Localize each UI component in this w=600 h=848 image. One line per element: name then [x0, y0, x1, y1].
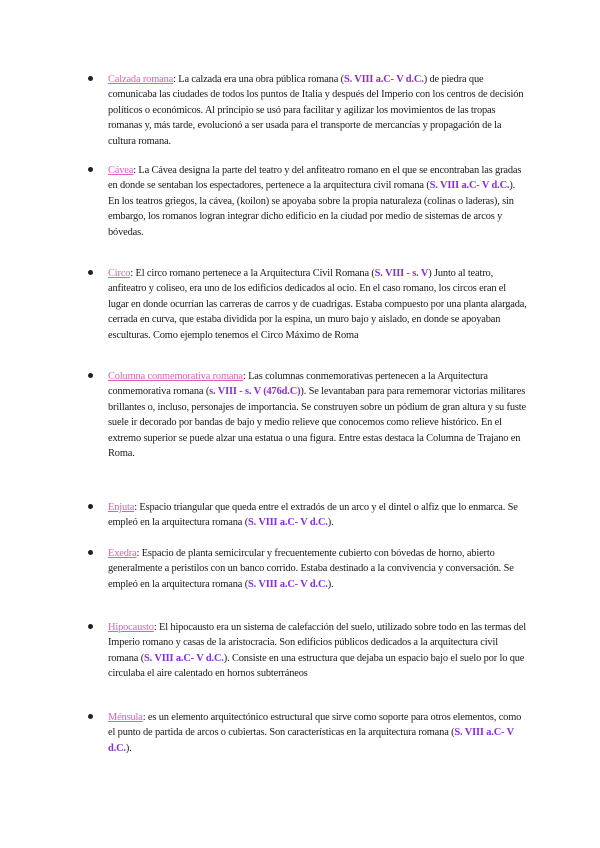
date-range: S. VIII a.C- V d.C. — [144, 652, 224, 664]
list-item — [108, 266, 528, 343]
entry-text: : es un elemento arquitectónico estructural que sirve como soporte para otros elementos, como el punto de partida de arcos o cubiertas. Son características en la arquitectura romana ( — [108, 712, 522, 739]
entry-text: : La calzada era una obra pública romana ( — [173, 74, 344, 85]
entry-text: : El hipocausto era un sistema de calefacción del suelo, utilizado sobre todo en las termas del Imperio romano y casas de la aristocracia. Son edificios públicos dedicados a la arquitectura civil romana ( — [108, 622, 526, 664]
bullet-icon — [88, 624, 93, 629]
date-range: S. VIII a.C- V d.C. — [343, 74, 424, 85]
bullet-icon — [88, 270, 93, 275]
date-range: S. VIII a.C- V d.C. — [429, 180, 510, 192]
entry-text: ) de piedra que comunicaba las ciudades de todos los puntos de Italia y después del Imperio con los centros de decisión políticos o económicos. Al principio se usó para facilitar y agilizar los movimientos de las tropas romanas y, más tarde, evolucionó a ser usada para el transporte de mercancías y propagación de la cultura romana. — [108, 74, 524, 147]
bullet-icon — [88, 504, 93, 509]
bullet-icon — [88, 550, 93, 555]
entry-text: ). Consiste en una estructura que dejaba un espacio bajo el suelo por lo que circulaba el aire calentado en hornos subterráneos — [108, 652, 525, 680]
date-range: S. VIII a.C- V d.C. — [248, 517, 328, 529]
entry-text: : Espacio triangular que queda entre el extradós de un arco y el dintel o alfiz que lo enmarca. Se empleó en la arquitectura romana ( — [108, 502, 518, 529]
list-item — [108, 369, 528, 461]
date-range: S. VIII - s. V — [374, 268, 429, 279]
term-link[interactable]: Exedra — [108, 548, 137, 559]
bullet-icon — [88, 373, 93, 378]
entry-text: : El circo romano pertenece a la Arquitectura Civil Romana ( — [130, 268, 375, 279]
bullet-icon — [88, 76, 93, 81]
list-item — [108, 500, 528, 531]
term-link[interactable]: Calzada romana — [108, 74, 174, 85]
term-link[interactable]: Hipocausto — [108, 622, 154, 633]
list-item — [108, 72, 528, 149]
term-link[interactable]: Circo — [108, 268, 131, 279]
term-link[interactable]: Columna conmemorativa romana — [108, 371, 243, 382]
term-link[interactable]: Ménsula — [108, 712, 143, 723]
list-item — [108, 620, 528, 682]
entry-text: ). — [327, 517, 334, 529]
list-item — [108, 710, 528, 756]
term-link[interactable]: Enjuta — [108, 502, 135, 513]
entry-text: ) Junto al teatro, anfiteatro y coliseo, era uno de los edificios dedicados al ocio. En el caso romano, los circos eran el lugar en donde ocurrían las carreras de carros y de cuadrigas. Estaba compuesto por una planta alargada, cerrada en curva, que estaba dividida por la espina, un muro bajo y aislado, en donde se apoyaban esculturas. Como ejemplo tenemos el Circo Máximo de Roma — [108, 268, 527, 341]
bullet-icon — [88, 167, 93, 172]
date-range: S. VIII a.C- V d.C. — [248, 578, 328, 590]
bullet-icon — [88, 714, 93, 719]
entry-text: ). — [125, 742, 132, 754]
entry-text: ). Se levantaban para para rememorar victorias militares brillantes o, incluso, personajes de importancia. Se construyen sobre un pódium de gran altura y su fuste suele ir decorado por bandas de bajo y medio relieve que conocemos como relieve histórico. En el extremo superior se puede alzar una estatua o una figura. Entre estas destaca la Columna de Trajano en Roma. — [108, 386, 526, 460]
entry-text: ). — [327, 578, 334, 590]
list-item — [108, 163, 528, 240]
entry-text: : La Cávea designa la parte del teatro y del anfiteatro romano en el que se encontraban las gradas en donde se sentaban los espectadores, pertenece a la arquitectura civil romana ( — [108, 165, 522, 192]
list-item — [108, 546, 528, 592]
entry-text: : Las columnas conmemorativas pertenecen a la Arquitectura conmemorativa romana ( — [108, 371, 488, 398]
date-range: s. VIII - s. V (476d.C) — [209, 386, 301, 398]
entry-text: : Espacio de planta semicircular y frecuentemente cubierto con bóvedas de horno, abierto generalmente a peristilos con un banco corrido. Estaba destinado a la convivencia y conversación. Se empleó en la arquitectura romana ( — [108, 548, 514, 590]
entry-text: ). En los teatros griegos, la cávea, (koilon) se apoyaba sobre la propia naturaleza (colinas o laderas), sin embargo, los romanos logran integrar dicho edificio en la ciudad por medio de sistemas de arcos y bóvedas. — [108, 180, 516, 238]
term-link[interactable]: Cávea — [108, 165, 134, 176]
date-range: S. VIII a.C- V d.C. — [108, 727, 514, 754]
